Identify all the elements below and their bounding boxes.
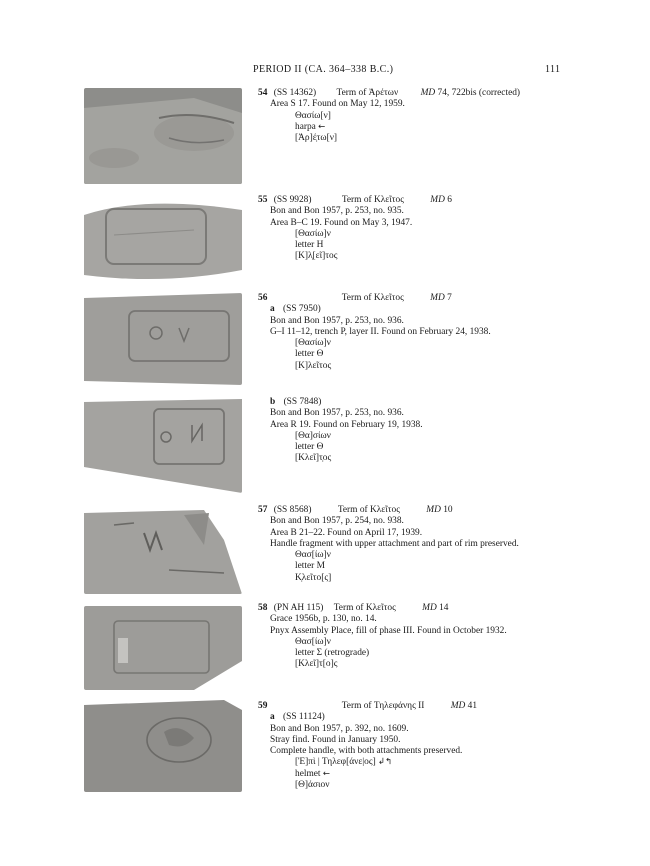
entry-heading: [258, 293, 588, 304]
provenance-line: Pnyx Assembly Place, fill of phase III. Found in October 1932.: [270, 625, 507, 636]
stamp-line: [Θασίω]ν: [295, 228, 331, 239]
catalog-entry-55: [258, 195, 588, 263]
term-name: Term of Κλεῖτος: [337, 505, 400, 515]
provenance-line: Stray find. Found in January 1950.: [270, 734, 401, 745]
term-name: Term of Ἀρέτων: [336, 88, 399, 98]
left-arrow-icon: ←: [318, 121, 326, 132]
md-reference: 10: [440, 505, 453, 515]
md-reference: 14: [436, 603, 449, 613]
entry-heading: [258, 88, 588, 99]
catalog-entry-59a: [258, 701, 588, 791]
entry-number: 55: [258, 195, 268, 205]
md-reference-label: MD: [430, 293, 445, 303]
retrograde-arrow-icon: ↲↰: [378, 757, 393, 768]
catalog-entry-56a: [258, 293, 588, 372]
running-head: PERIOD II (CA. 364–338 B.C.): [253, 64, 394, 75]
entry-number: 58: [258, 603, 268, 613]
bibliography-line: Bon and Bon 1957, p. 392, no. 1609.: [270, 723, 409, 734]
stamp-photo-55: [84, 195, 242, 283]
term-name: Term of Τηλεφάνης II: [341, 701, 425, 711]
bibliography-line: Bon and Bon 1957, p. 254, no. 938.: [270, 516, 404, 527]
entry-number: 57: [258, 505, 268, 515]
catalog-entry-56b: [258, 397, 588, 465]
md-reference: 74, 722bis (corrected): [435, 88, 521, 98]
stamp-line: [Κ]λεῖτος: [295, 360, 332, 371]
md-reference: 6: [444, 195, 452, 205]
stamp-line: [Θα]σίων: [295, 430, 331, 441]
stamp-photo-58: [84, 606, 242, 690]
md-reference: 7: [444, 293, 452, 303]
entry-number: 59: [258, 701, 268, 711]
stamp-line: [Κλεῖ]τ[ο]ς: [295, 659, 338, 670]
stamp-line: Θασίω[ν]: [295, 110, 331, 121]
bibliography-line: Bon and Bon 1957, p. 253, no. 936.: [270, 315, 404, 326]
stamp-line: [Ἐ]πὶ | Τηλεφ[άνε|ος] ↲↰: [295, 757, 393, 768]
page-number: 111: [545, 64, 561, 75]
stamp-line: letter M: [295, 561, 325, 572]
entry-heading: [258, 603, 588, 614]
stamp-line: Κ̣λεῖτο[ς]: [295, 572, 332, 583]
stamp-line: letter Θ: [295, 442, 324, 453]
inventory-number: (PN AH 115): [273, 603, 324, 613]
bibliography-line: Bon and Bon 1957, p. 253, no. 935.: [270, 206, 404, 217]
stamp-line: [Κλεῖ]τ̣ος: [295, 453, 332, 464]
provenance-line: Area S 17. Found on May 12, 1959.: [270, 99, 405, 110]
md-reference-label: MD: [430, 195, 445, 205]
sub-entry-heading: [258, 304, 588, 315]
sub-entry-letter: a: [270, 304, 275, 315]
entry-heading: [258, 701, 588, 712]
inventory-number: (SS 11124): [283, 712, 325, 723]
term-name: Term of Κλεῖτος: [341, 195, 404, 205]
term-name: Term of Κλεῖτος: [333, 603, 396, 613]
provenance-line: G–I 11–12, trench P, layer II. Found on February 24, 1938.: [270, 326, 491, 337]
sub-entry-heading: [258, 397, 588, 408]
md-reference-label: MD: [422, 603, 437, 613]
entry-heading: [258, 505, 588, 516]
entry-number: 54: [258, 88, 268, 98]
page-header: [0, 64, 650, 78]
catalog-entry-57: [258, 505, 588, 584]
stamp-line: Θασ[ίω]ν: [295, 636, 331, 647]
sub-entry-letter: a: [270, 712, 275, 723]
stamp-line: [Θασίω]ν: [295, 338, 331, 349]
stamp-photo-57: [84, 505, 242, 594]
bibliography-line: Grace 1956b, p. 130, no. 14.: [270, 614, 377, 625]
entry-heading: [258, 195, 588, 206]
sub-entry-heading: [258, 712, 588, 723]
stamp-photo-59a: [84, 700, 242, 792]
stamp-line: [Ἀρ]έ̣τω[ν]: [295, 133, 338, 144]
stamp-line: [Θ]άσιον: [295, 780, 330, 791]
stamp-line: [Κ]λ̣[εῖ]τος: [295, 251, 338, 262]
stamp-line: harpa ←: [295, 121, 326, 132]
stamp-line: helmet ←: [295, 768, 330, 779]
description-line: Handle fragment with upper attachment and part of rim preserved.: [270, 538, 519, 549]
stamp-photo-56b: [84, 397, 242, 493]
md-reference-label: MD: [426, 505, 441, 515]
stamp-line: letter Σ (retrograde): [295, 648, 370, 659]
md-reference-label: MD: [420, 88, 436, 98]
bibliography-line: Bon and Bon 1957, p. 253, no. 936.: [270, 408, 404, 419]
stamp-line: Θασ[ίω]ν: [295, 550, 331, 561]
provenance-line: Area B 21–22. Found on April 17, 1939.: [270, 527, 423, 538]
stamp-photo-54: [84, 88, 242, 184]
left-arrow-icon: ←: [322, 768, 330, 779]
inventory-number: (SS 14362): [273, 88, 317, 98]
sub-entry-letter: b: [270, 397, 276, 407]
inventory-number: (SS 7848): [283, 397, 322, 407]
entry-number: 56: [258, 293, 268, 303]
catalog-entry-58: [258, 603, 588, 671]
provenance-line: Area R 19. Found on February 19, 1938.: [270, 419, 423, 430]
provenance-line: Area B–C 19. Found on May 3, 1947.: [270, 217, 413, 228]
stamp-line: letter Θ: [295, 349, 324, 360]
term-name: Term of Κλεῖτος: [341, 293, 404, 303]
inventory-number: (SS 8568): [273, 505, 312, 515]
md-reference: 41: [465, 701, 478, 711]
md-reference-label: MD: [450, 701, 466, 711]
inventory-number: (SS 7950): [283, 304, 321, 315]
inventory-number: (SS 9928): [273, 195, 312, 205]
catalog-entry-54: [258, 88, 588, 144]
stamp-photo-56a: [84, 293, 242, 385]
description-line: Complete handle, with both attachments preserved.: [270, 746, 463, 757]
stamp-line: letter H: [295, 240, 324, 251]
